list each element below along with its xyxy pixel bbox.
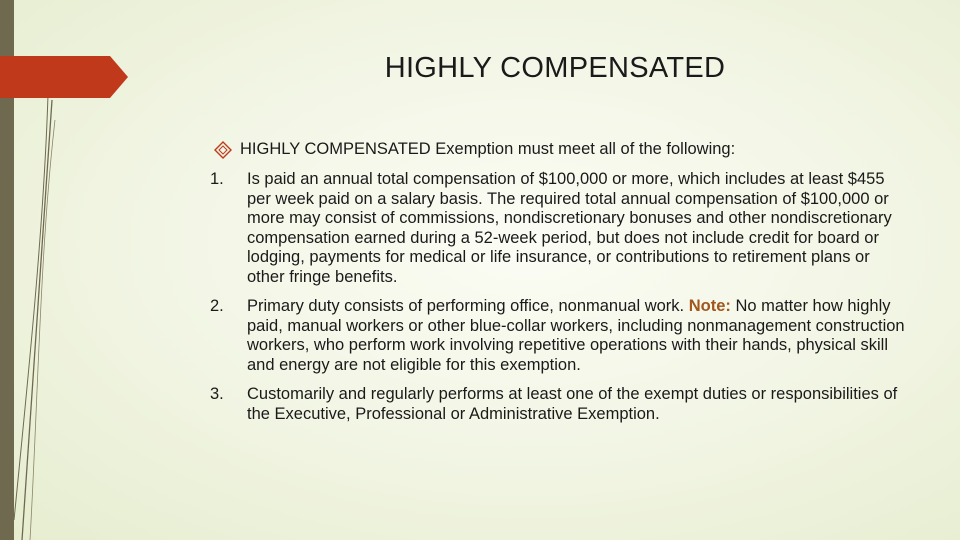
- item-text-before-note: Primary duty consists of performing office, nonmanual work.: [247, 297, 685, 315]
- list-item: [210, 385, 910, 424]
- list-item: [210, 297, 910, 375]
- intro-text: HIGHLY COMPENSATED Exemption must meet all of the following:: [240, 140, 736, 158]
- note-label: Note:: [688, 297, 731, 315]
- requirements-list: [210, 170, 910, 434]
- item-number: 3.: [210, 385, 224, 403]
- item-text: Customarily and regularly performs at least one of the exempt duties or responsibilities of the Executive, Professional or Administrative Exemption.: [247, 385, 898, 423]
- item-text-after-note: No matter how highly paid, manual workers or other blue-collar workers, including nonmanagement construction workers, who perform work involving repetitive operations with their hands, physical skill and energy are not eligible for this exemption.: [247, 297, 905, 374]
- intro-line: [214, 140, 914, 159]
- red-arrow-tab: [0, 56, 128, 98]
- item-text: Is paid an annual total compensation of $100,000 or more, which includes at least $455 per week paid on a salary basis. The required total annual compensation of $100,000 or more may consist of commissions, nondiscretionary bonuses and other nondiscretionary compensation earned during a 52-week period, but does not include credit for board or lodging, payments for medical or life insurance, or contributions to retirement plans or other fringe benefits.: [247, 170, 892, 286]
- diamond-bullet-icon: [214, 141, 232, 159]
- item-number: 2.: [210, 297, 224, 315]
- item-text: [247, 297, 910, 375]
- list-item: [210, 170, 910, 287]
- page-title: HIGHLY COMPENSATED: [384, 52, 726, 84]
- item-number: 1.: [210, 170, 224, 188]
